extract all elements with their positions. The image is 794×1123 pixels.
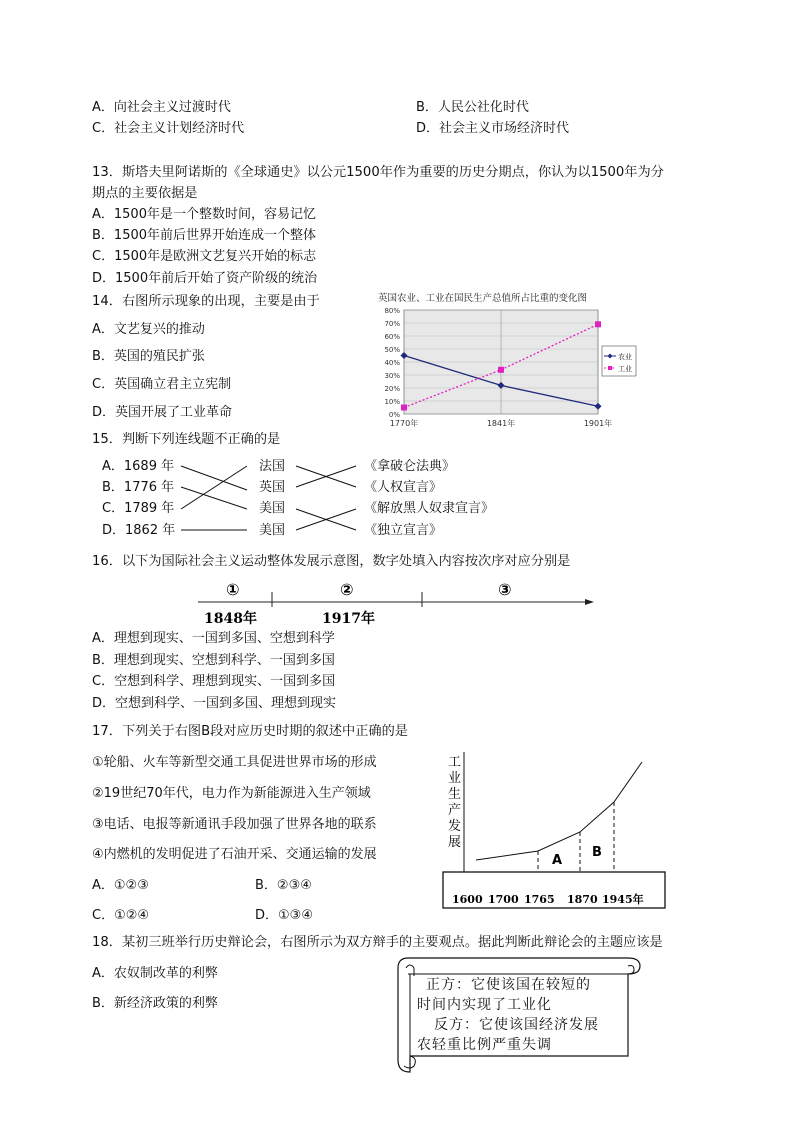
y-tick-label: 10% bbox=[384, 398, 400, 406]
y-tick-label: 60% bbox=[384, 333, 400, 341]
graph-ylabel-1: 工 bbox=[448, 755, 462, 770]
q15-year-a: A．1689 年 bbox=[102, 459, 175, 474]
q16-option-d: D．空想到科学、一国到多国、理想到现实 bbox=[92, 696, 337, 711]
q17-option-b: B．②③④ bbox=[255, 878, 312, 893]
q15-country-3: 美国 bbox=[259, 501, 286, 516]
industry-curve bbox=[476, 762, 642, 860]
q13-option-a: A．1500年是一个整数时间，容易记忆 bbox=[92, 207, 316, 222]
x-tick-label: 1841年 bbox=[486, 419, 516, 428]
q15-country-2: 英国 bbox=[259, 480, 286, 495]
legend-label: 农业 bbox=[618, 353, 632, 361]
scroll-line-1: 正方：它使该国在较短的 bbox=[426, 977, 591, 993]
match-line bbox=[181, 466, 247, 490]
q17-item-3: ③电话、电报等新通讯手段加强了世界各地的联系 bbox=[92, 817, 377, 832]
q17-option-a: A．①②③ bbox=[92, 878, 149, 893]
industrial-development-graph bbox=[440, 752, 670, 912]
q16-option-c: C．空想到科学、理想到现实、一国到多国 bbox=[92, 674, 336, 689]
q15-stem: 15．判断下列连线题不正确的是 bbox=[92, 432, 281, 447]
q15-document-2: 《人权宣言》 bbox=[364, 480, 443, 495]
q17-item-4: ④内燃机的发明促进了石油开采、交通运输的发展 bbox=[92, 847, 377, 862]
timeline-year-1848: 1848年 bbox=[204, 611, 257, 627]
q15-document-3: 《解放黑人奴隶宣言》 bbox=[364, 501, 495, 516]
timeline-marker-2: ② bbox=[340, 580, 354, 599]
y-tick-label: 50% bbox=[384, 346, 400, 354]
graph-year-1600: 1600 bbox=[452, 893, 483, 906]
q18-option-b: B．新经济政策的利弊 bbox=[92, 996, 218, 1011]
q13-stem-line2: 期点的主要依据是 bbox=[92, 186, 198, 201]
socialism-timeline bbox=[190, 577, 610, 629]
q16-stem: 16．以下为国际社会主义运动整体发展示意图，数字处填入内容按次序对应分别是 bbox=[92, 554, 571, 569]
q14-option-b: B．英国的殖民扩张 bbox=[92, 349, 205, 364]
segment-label-b: B bbox=[592, 845, 602, 860]
q15-country-1: 法国 bbox=[259, 459, 286, 474]
legend-label: 工业 bbox=[618, 365, 632, 373]
q15-year-d: D．1862 年 bbox=[102, 523, 176, 538]
q14-stem: 14．右图所示现象的出现，主要是由于 bbox=[92, 294, 320, 309]
q17-option-c: C．①②④ bbox=[92, 908, 150, 923]
q15-document-1: 《拿破仑法典》 bbox=[364, 459, 456, 474]
q17-option-d: D．①③④ bbox=[255, 908, 313, 923]
graph-ylabel-3: 生 bbox=[448, 787, 462, 802]
match-line bbox=[181, 487, 247, 509]
x-tick-label: 1901年 bbox=[583, 419, 613, 428]
q12-option-b: B．人民公社化时代 bbox=[416, 100, 529, 115]
q15-year-b: B．1776 年 bbox=[102, 480, 175, 495]
q16-option-a: A．理想到现实、一国到多国、空想到科学 bbox=[92, 631, 335, 646]
q12-option-d: D．社会主义市场经济时代 bbox=[416, 121, 570, 136]
timeline-marker-3: ③ bbox=[498, 580, 512, 599]
q13-option-c: C．1500年是欧洲文艺复兴开始的标志 bbox=[92, 249, 317, 264]
graph-ylabel-5: 发 bbox=[448, 819, 462, 834]
q15-document-4: 《独立宣言》 bbox=[364, 523, 443, 538]
q17-item-1: ①轮船、火车等新型交通工具促进世界市场的形成 bbox=[92, 755, 377, 770]
y-tick-label: 80% bbox=[384, 307, 400, 315]
debate-scroll bbox=[388, 956, 650, 1074]
timeline-year-1917: 1917年 bbox=[322, 611, 375, 627]
q15-country-4: 美国 bbox=[259, 523, 286, 538]
q14-option-c: C．英国确立君主立宪制 bbox=[92, 377, 232, 392]
q16-option-b: B．理想到现实、空想到科学、一国到多国 bbox=[92, 653, 335, 668]
q13-option-d: D．1500年前后开始了资产阶级的统治 bbox=[92, 271, 318, 286]
y-tick-label: 0% bbox=[388, 411, 400, 419]
y-tick-label: 20% bbox=[384, 385, 400, 393]
graph-ylabel-6: 展 bbox=[448, 835, 462, 850]
q13-option-b: B．1500年前后世界开始连成一个整体 bbox=[92, 228, 317, 243]
scroll-line-3: 反方：它使该国经济发展 bbox=[434, 1017, 599, 1033]
y-tick-label: 40% bbox=[384, 359, 400, 367]
scroll-line-2: 时间内实现了工业化 bbox=[417, 997, 552, 1013]
y-tick-label: 70% bbox=[384, 320, 400, 328]
q13-stem-line1: 13．斯塔夫里阿诺斯的《全球通史》以公元1500年作为重要的历史分期点，你认为以1500年为分 bbox=[92, 165, 664, 180]
q17-item-2: ②19世纪70年代，电力作为新能源进入生产领域 bbox=[92, 786, 371, 801]
graph-year-1700: 1700 bbox=[488, 893, 519, 906]
chart-title: 英国农业、工业在国民生产总值所占比重的变化图 bbox=[378, 293, 588, 304]
q14-option-d: D．英国开展了工业革命 bbox=[92, 405, 233, 420]
graph-ylabel-2: 业 bbox=[448, 771, 462, 786]
q12-option-a: A．向社会主义过渡时代 bbox=[92, 100, 231, 115]
q14-option-a: A．文艺复兴的推动 bbox=[92, 322, 205, 337]
timeline-arrow-icon bbox=[585, 599, 594, 605]
graph-year-1765: 1765 bbox=[524, 893, 555, 906]
q18-stem: 18．某初三班举行历史辩论会，右图所示为双方辩手的主要观点。据此判断此辩论会的主题应该是 bbox=[92, 935, 663, 950]
q15-year-c: C．1789 年 bbox=[102, 501, 175, 516]
q12-option-c: C．社会主义计划经济时代 bbox=[92, 121, 245, 136]
graph-year-1945: 1945年 bbox=[602, 893, 644, 906]
graph-year-1870: 1870 bbox=[567, 893, 598, 906]
graph-ylabel-4: 产 bbox=[448, 803, 462, 818]
x-tick-label: 1770年 bbox=[389, 419, 419, 428]
scroll-line-4: 农轻重比例严重失调 bbox=[417, 1037, 552, 1053]
segment-label-a: A bbox=[552, 853, 563, 868]
match-line bbox=[181, 466, 247, 509]
y-tick-label: 30% bbox=[384, 372, 400, 380]
timeline-marker-1: ① bbox=[226, 580, 240, 599]
q17-stem: 17．下列关于右图B段对应历史时期的叙述中正确的是 bbox=[92, 724, 408, 739]
q18-option-a: A．农奴制改革的利弊 bbox=[92, 966, 218, 981]
